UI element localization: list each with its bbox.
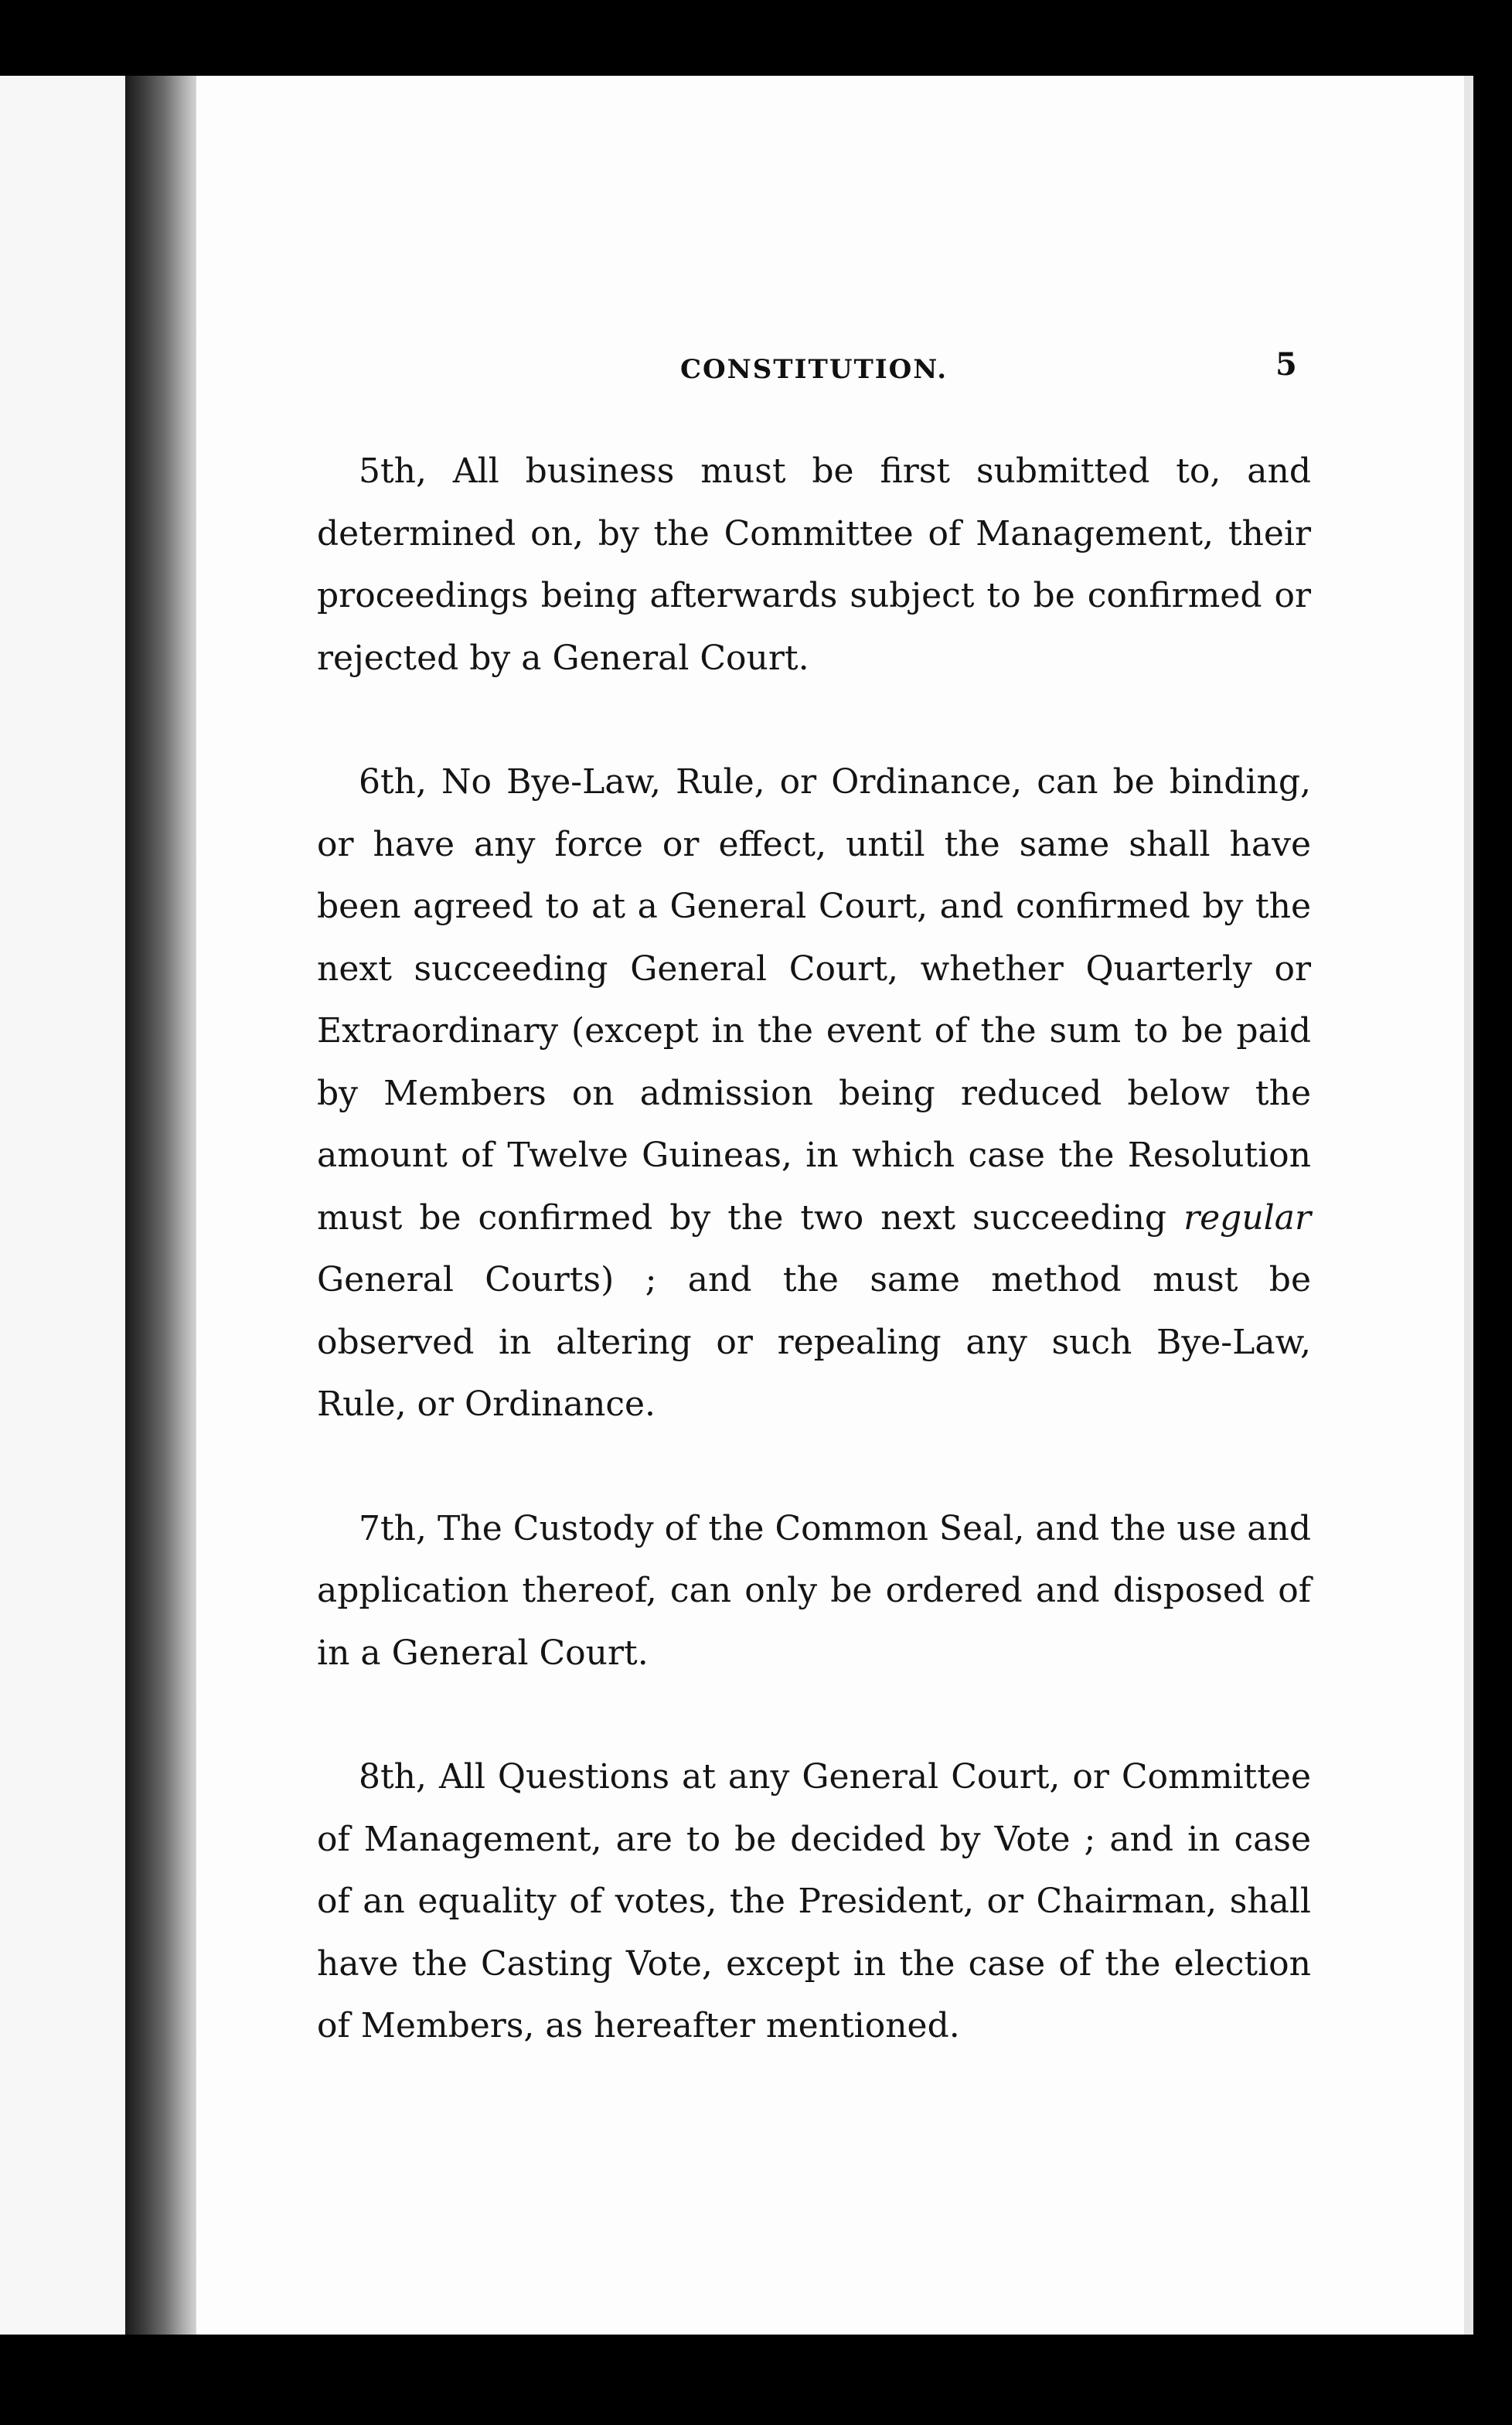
paragraph-text: 8th, All Questions at any General Court, or Committee of Management, are to be decided by Vote ; and in case of an equality of votes, the President, or Chairman, shall have the Casting Vote, except in the case of the election of Members, as hereafter mentioned. bbox=[317, 1757, 1311, 2045]
paragraph-text: 6th, No Bye-Law, Rule, or Ordinance, can be binding, or have any force or effect, until the same shall have been agreed to at a General Court, and confirmed by the next succeeding General Court, whether Quarterly or Extraordinary (except in the event of the sum to be paid by Members on admission being reduced below the amount of Twelve Guineas, in which case the Resolution must be confirmed by the two next succeeding bbox=[317, 762, 1311, 1238]
facing-page-edge bbox=[0, 76, 125, 2335]
italic-emphasis: regular bbox=[1183, 1197, 1311, 1238]
page-number: 5 bbox=[1275, 346, 1297, 383]
paragraph-text: 5th, All business must be first submitted to, and determined on, by the Committee of Management, their proceedings being afterwards subject to be confirmed or rejected by a General Court. bbox=[317, 451, 1311, 678]
binding-gutter bbox=[125, 76, 196, 2335]
paragraph-7th bbox=[317, 1498, 1311, 1685]
paragraph-8th bbox=[317, 1746, 1311, 2058]
page-body-text bbox=[317, 441, 1311, 2058]
page-fore-edge bbox=[1464, 76, 1473, 2335]
paragraph-5th bbox=[317, 441, 1311, 690]
running-title: CONSTITUTION. bbox=[680, 354, 948, 385]
paragraph-text-continued: General Courts) ; and the same method must be observed in altering or repealing any such Bye-Law, Rule, or Ordinance. bbox=[317, 1260, 1311, 1424]
paragraph-text: 7th, The Custody of the Common Seal, and the use and application thereof, can only be ordered and disposed of in a General Court. bbox=[317, 1508, 1311, 1673]
running-head bbox=[0, 345, 1512, 391]
paragraph-6th bbox=[317, 751, 1311, 1436]
